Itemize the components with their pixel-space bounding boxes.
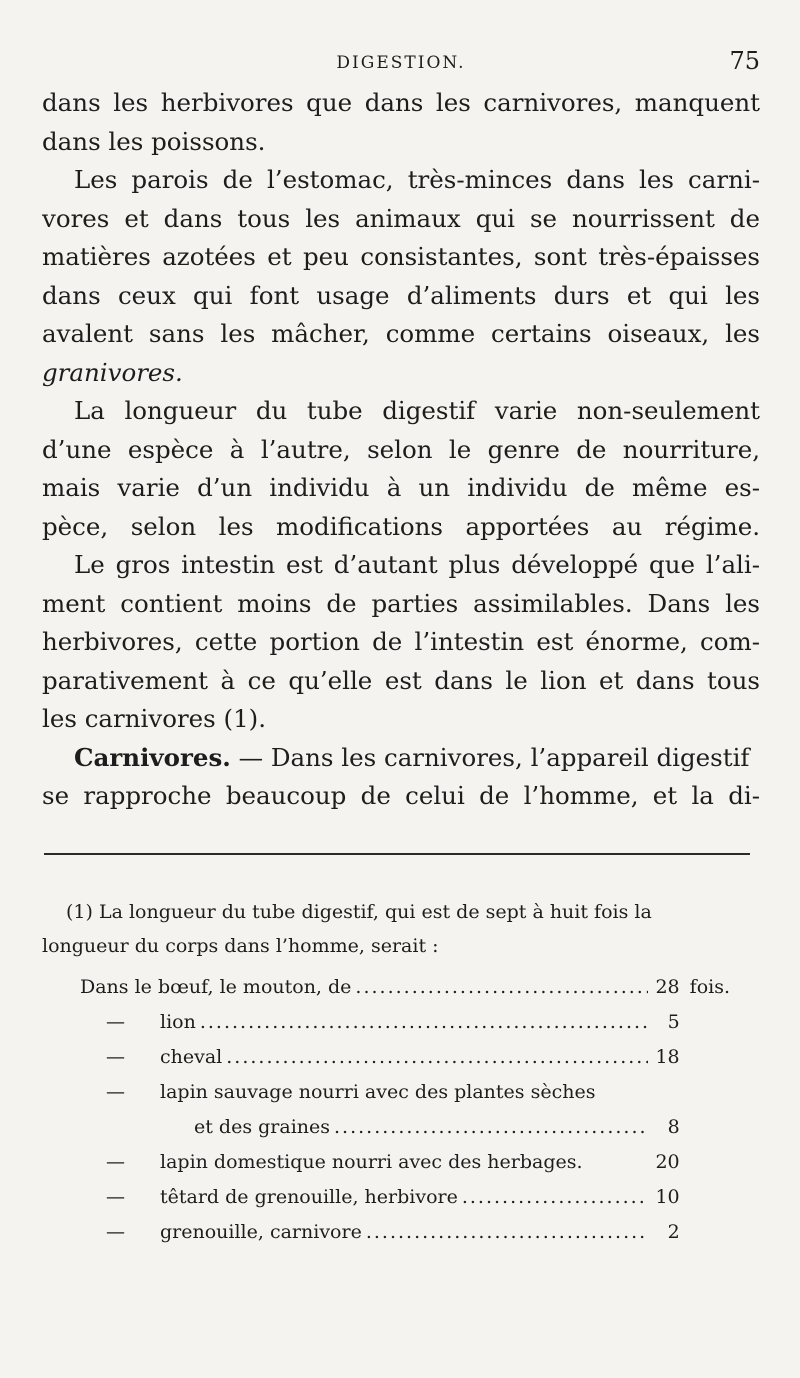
row-label: têtard de grenouille, herbivore xyxy=(160,1186,458,1208)
text-line: mais varie d’un individu à un individu de même es- xyxy=(42,473,760,502)
row-value: 10 xyxy=(655,1186,680,1208)
dot-leader xyxy=(366,1215,648,1250)
ditto-dash: — xyxy=(106,1046,125,1068)
row-value: 8 xyxy=(667,1116,680,1138)
dot-leader xyxy=(226,1040,647,1075)
row-value: 20 xyxy=(655,1151,680,1173)
table-row xyxy=(80,1145,730,1180)
table-row xyxy=(80,1110,730,1145)
row-value: 28 xyxy=(655,976,680,998)
text-run: — Dans les carnivores, l’appareil digestif xyxy=(230,742,750,772)
row-label: et des graines xyxy=(194,1116,330,1138)
text-line: dans les poissons. xyxy=(42,126,266,156)
dot-leader xyxy=(334,1110,648,1145)
text-line: Le gros intestin est d’autant plus développé que l’ali- xyxy=(74,550,760,579)
text-line: parativement à ce qu’elle est dans le lion et dans tous xyxy=(42,665,760,695)
text-line: dans les herbivores que dans les carnivores, manquent xyxy=(42,88,760,117)
footnote xyxy=(42,895,756,963)
page-number: 75 xyxy=(729,47,760,75)
row-label: grenouille, carnivore xyxy=(160,1221,362,1243)
text-line: se rapproche beaucoup de celui de l’homme, et la di- xyxy=(42,781,760,810)
text-line: d’une espèce à l’autre, selon le genre de nourriture, xyxy=(42,434,760,464)
ditto-dash: — xyxy=(106,1221,125,1243)
row-value: 2 xyxy=(667,1221,680,1243)
row-label: cheval xyxy=(160,1046,223,1068)
running-head xyxy=(42,47,760,77)
text-line: dans ceux qui font usage d’aliments durs et qui les xyxy=(42,280,760,310)
text-line xyxy=(42,739,760,778)
row-value: 5 xyxy=(667,1011,680,1033)
text-line: matières azotées et peu consistantes, sont très-épaisses xyxy=(42,242,760,271)
dot-leader xyxy=(355,970,647,1005)
text-line: herbivores, cette portion de l’intestin est énorme, com- xyxy=(42,627,760,656)
table-row xyxy=(80,1005,730,1040)
dot-leader xyxy=(462,1180,648,1215)
text-line: granivores. xyxy=(42,357,183,387)
body-text xyxy=(42,84,760,816)
ditto-dash: — xyxy=(106,1151,125,1173)
ditto-dash: — xyxy=(106,1186,125,1208)
row-value: 18 xyxy=(655,1046,680,1068)
text-line: vores et dans tous les animaux qui se nourrissent de xyxy=(42,203,760,233)
row-label: Dans le bœuf, le mouton, de xyxy=(80,976,352,998)
text-line: ment contient moins de parties assimilables. Dans les xyxy=(42,588,760,618)
running-title: DIGESTION. xyxy=(336,53,466,73)
table-row xyxy=(80,1040,730,1075)
table-row xyxy=(80,970,730,1005)
text-line: les carnivores (1). xyxy=(42,704,267,733)
footnote-line: longueur du corps dans l’homme, serait : xyxy=(42,935,439,957)
text-line: La longueur du tube digestif varie non-seulement xyxy=(74,396,760,425)
text-line: avalent sans les mâcher, comme certains oiseaux, les xyxy=(42,319,760,348)
ditto-dash: — xyxy=(106,1011,125,1033)
text-line: pèce, selon les modifications apportées au régime. xyxy=(42,511,760,541)
intestine-length-table xyxy=(80,970,730,1250)
section-heading: Carnivores. xyxy=(74,742,231,772)
table-row xyxy=(80,1075,730,1110)
row-label: lion xyxy=(160,1011,196,1033)
table-row xyxy=(80,1215,730,1250)
row-unit: fois. xyxy=(689,976,730,998)
row-label: lapin domestique nourri avec des herbages. xyxy=(160,1151,583,1173)
dot-leader xyxy=(200,1005,648,1040)
table-row xyxy=(80,1180,730,1215)
ditto-dash: — xyxy=(106,1081,125,1103)
text-line: Les parois de l’estomac, très-minces dans les carni- xyxy=(74,165,760,194)
row-label: lapin sauvage nourri avec des plantes sèches xyxy=(160,1081,596,1103)
footnote-line: (1) La longueur du tube digestif, qui est de sept à huit fois la xyxy=(66,901,652,923)
footnote-divider xyxy=(44,853,750,855)
